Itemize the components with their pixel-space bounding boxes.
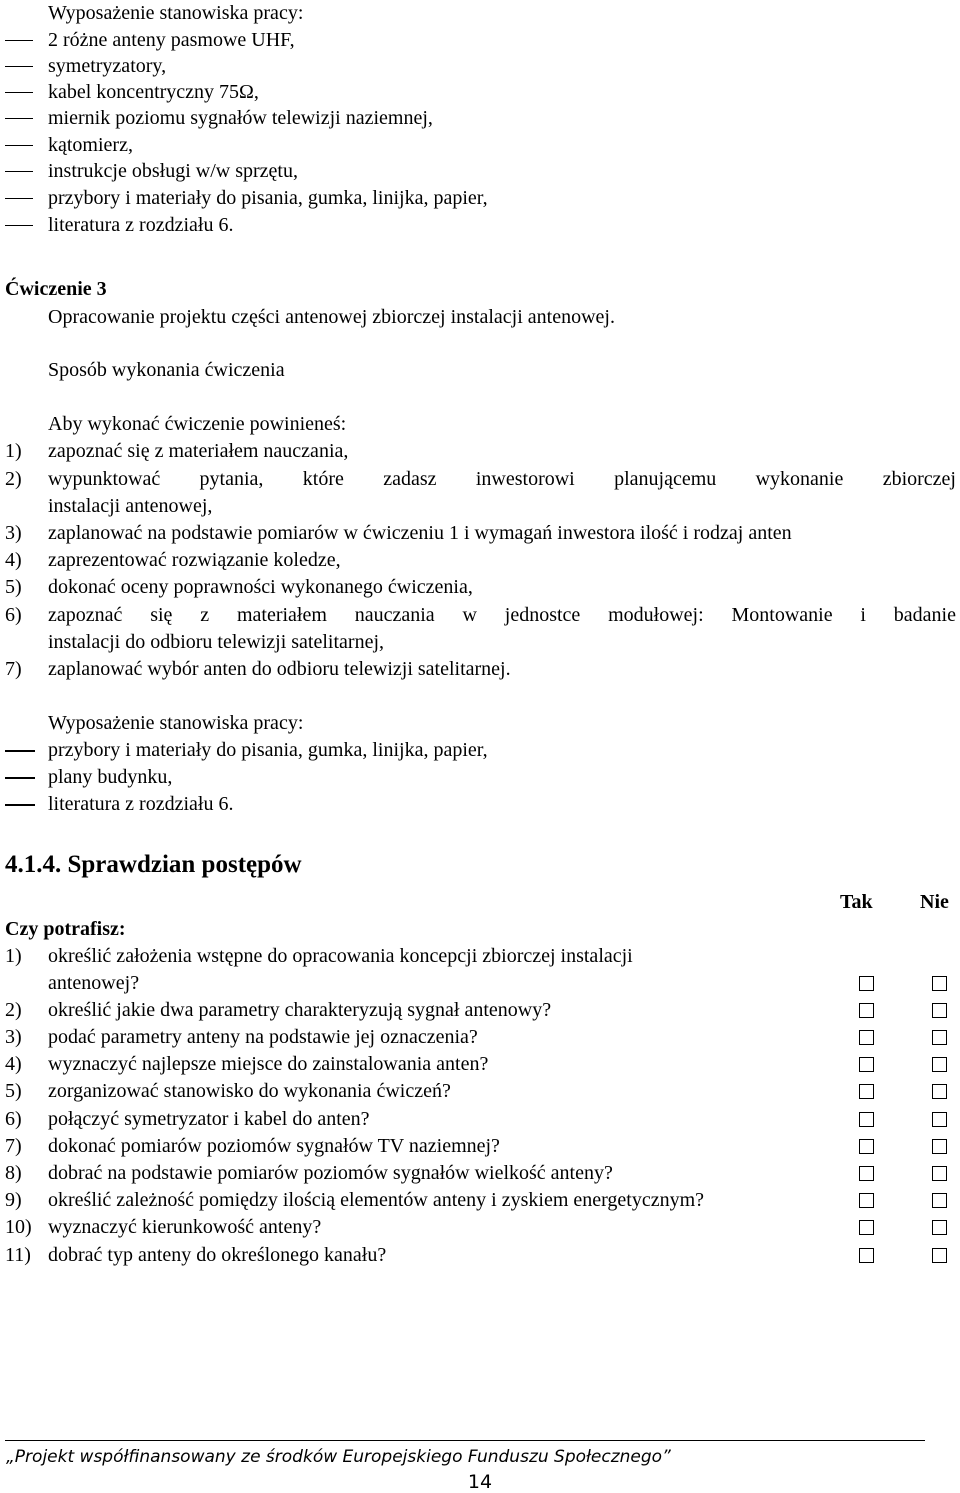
checkbox-no[interactable] [932,1139,947,1154]
list-item: 2 różne anteny pasmowe UHF, [48,29,295,51]
checkbox-no[interactable] [932,1003,947,1018]
list-item: instrukcje obsługi w/w sprzętu, [48,160,298,182]
step-text-continued: instalacji do odbioru telewizji satelitarnej, [48,631,385,653]
checkbox-no[interactable] [932,1193,947,1208]
question-number: 4) [5,1053,22,1075]
dash-bullet [5,750,35,752]
checkbox-yes[interactable] [859,1003,874,1018]
checkbox-no[interactable] [932,1248,947,1263]
step-text-continued: instalacji antenowej, [48,495,213,517]
dash-bullet [5,40,33,41]
checkbox-no[interactable] [932,1166,947,1181]
question-text: podać parametry anteny na podstawie jej oznaczenia? [48,1026,478,1048]
question-number: 7) [5,1135,22,1157]
checkbox-yes[interactable] [859,1166,874,1181]
list-item: plany budynku, [48,766,173,788]
page-number: 14 [467,1471,493,1493]
equipment-title: Wyposażenie stanowiska pracy: [48,712,304,734]
step-text: zaprezentować rozwiązanie koledze, [48,549,341,571]
question-number: 11) [5,1244,31,1266]
method-title: Sposób wykonania ćwiczenia [48,359,285,381]
list-item: przybory i materiały do pisania, gumka, linijka, papier, [48,739,488,761]
question-text: dobrać na podstawie pomiarów poziomów sygnałów wielkość anteny? [48,1162,613,1184]
step-number: 2) [5,468,22,490]
list-item: miernik poziomu sygnałów telewizji naziemnej, [48,107,433,129]
exercise-subtitle: Opracowanie projektu części antenowej zbiorczej instalacji antenowej. [48,306,615,328]
section-heading: 4.1.4. Sprawdzian postępów [5,851,302,878]
dash-bullet [5,92,33,93]
list-item: symetryzatory, [48,55,167,77]
step-text: zapoznać się z materiałem nauczania, [48,440,349,462]
question-text: wyznaczyć kierunkowość anteny? [48,1216,322,1238]
step-text: zapoznać się z materiałem nauczania w jednostce modułowej: Montowanie i badanie [48,604,956,626]
question-number: 6) [5,1108,22,1130]
checkbox-no[interactable] [932,1057,947,1072]
column-header-yes: Tak [840,891,873,913]
column-header-no: Nie [920,891,949,913]
checkbox-yes[interactable] [859,1084,874,1099]
step-number: 5) [5,576,22,598]
step-number: 4) [5,549,22,571]
list-item: literatura z rozdziału 6. [48,793,234,815]
dash-bullet [5,66,33,67]
step-text: zaplanować na podstawie pomiarów w ćwiczeniu 1 i wymagań inwestora ilość i rodzaj anten [48,522,792,544]
list-item: przybory i materiały do pisania, gumka, linijka, papier, [48,187,488,209]
footer-rule [5,1440,925,1441]
question-text: dobrać typ anteny do określonego kanału? [48,1244,387,1266]
step-text: dokonać oceny poprawności wykonanego ćwiczenia, [48,576,473,598]
checkbox-no[interactable] [932,1084,947,1099]
question-text: wyznaczyć najlepsze miejsce do zainstalowania anten? [48,1053,489,1075]
question-number: 2) [5,999,22,1021]
checkbox-yes[interactable] [859,1248,874,1263]
checkbox-yes[interactable] [859,1139,874,1154]
question-text: określić zależność pomiędzy ilością elementów anteny i zyskiem energetycznym? [48,1189,705,1211]
footer-text: „Projekt współfinansowany ze środków Europejskiego Funduszu Społecznego” [6,1447,671,1467]
checkbox-yes[interactable] [859,1193,874,1208]
dash-bullet [5,225,33,226]
list-item: kabel koncentryczny 75Ω, [48,81,259,103]
question-number: 1) [5,945,22,967]
step-text: zaplanować wybór anten do odbioru telewizji satelitarnej. [48,658,511,680]
question-text: dokonać pomiarów poziomów sygnałów TV naziemnej? [48,1135,500,1157]
question-number: 10) [5,1216,32,1238]
step-number: 1) [5,440,22,462]
dash-bullet [5,198,33,199]
exercise-title: Ćwiczenie 3 [5,278,107,300]
method-intro: Aby wykonać ćwiczenie powinieneś: [48,413,347,435]
question-number: 8) [5,1162,22,1184]
equipment-title: Wyposażenie stanowiska pracy: [48,2,304,24]
checkbox-no[interactable] [932,1220,947,1235]
checkbox-yes[interactable] [859,1220,874,1235]
question-number: 9) [5,1189,22,1211]
question-number: 5) [5,1080,22,1102]
question-text: połączyć symetryzator i kabel do anten? [48,1108,370,1130]
checkbox-yes[interactable] [859,1057,874,1072]
dash-bullet [5,804,35,806]
question-text: zorganizować stanowisko do wykonania ćwiczeń? [48,1080,451,1102]
dash-bullet [5,118,33,119]
question-text-continued: antenowej? [48,972,140,994]
question-text: określić jakie dwa parametry charakteryzują sygnał antenowy? [48,999,552,1021]
step-number: 3) [5,522,22,544]
step-number: 6) [5,604,22,626]
dash-bullet [5,145,33,146]
list-item: literatura z rozdziału 6. [48,214,234,236]
question-number: 3) [5,1026,22,1048]
step-text: wypunktować pytania, które zadasz inwestorowi planującemu wykonanie zbiorczej [48,468,956,490]
question-header: Czy potrafisz: [5,918,126,940]
checkbox-yes[interactable] [859,1030,874,1045]
step-number: 7) [5,658,22,680]
list-item: kątomierz, [48,134,133,156]
question-text: określić założenia wstępne do opracowania koncepcji zbiorczej instalacji [48,945,633,967]
checkbox-no[interactable] [932,1030,947,1045]
dash-bullet [5,171,33,172]
checkbox-no[interactable] [932,1112,947,1127]
checkbox-yes[interactable] [859,1112,874,1127]
dash-bullet [5,777,35,779]
checkbox-no[interactable] [932,976,947,991]
checkbox-yes[interactable] [859,976,874,991]
